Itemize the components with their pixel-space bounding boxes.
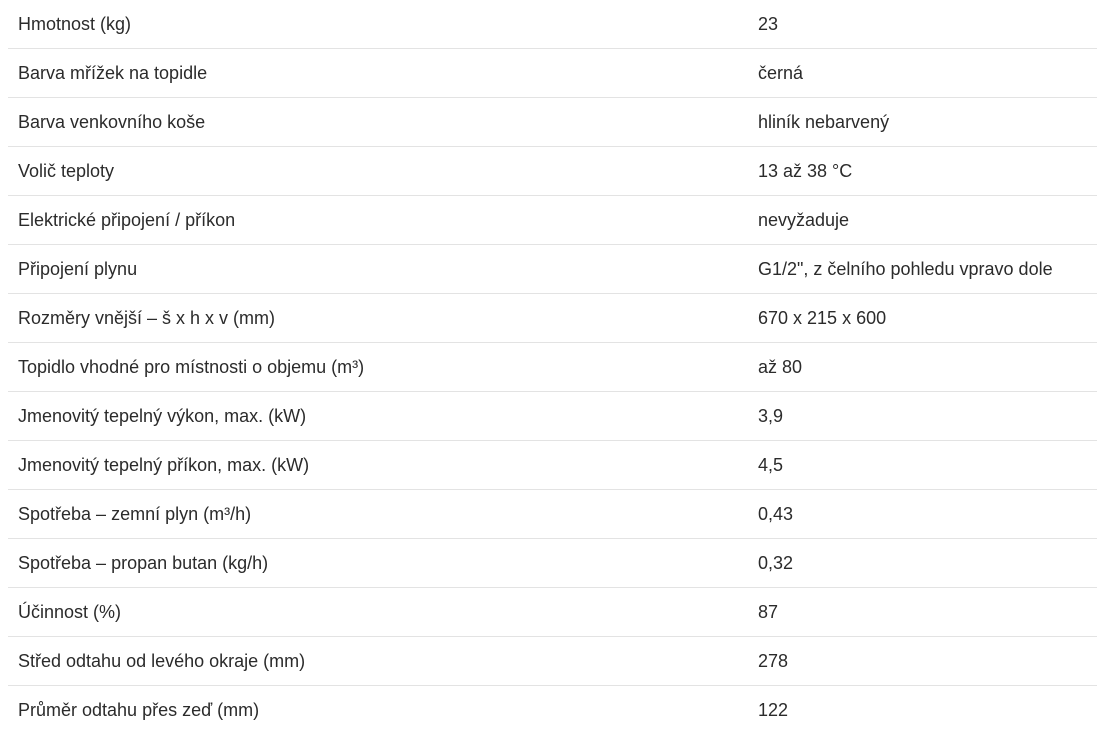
spec-value: 3,9 <box>748 392 1097 441</box>
spec-row <box>8 490 1097 539</box>
spec-value: 278 <box>748 637 1097 686</box>
spec-value: 87 <box>748 588 1097 637</box>
specifications-table <box>8 0 1097 734</box>
spec-row <box>8 343 1097 392</box>
spec-label: Volič teploty <box>8 147 748 196</box>
spec-row <box>8 441 1097 490</box>
spec-label: Spotřeba – propan butan (kg/h) <box>8 539 748 588</box>
spec-row <box>8 98 1097 147</box>
spec-label: Jmenovitý tepelný výkon, max. (kW) <box>8 392 748 441</box>
spec-value: černá <box>748 49 1097 98</box>
spec-row <box>8 49 1097 98</box>
spec-value: 4,5 <box>748 441 1097 490</box>
spec-row <box>8 294 1097 343</box>
spec-label: Jmenovitý tepelný příkon, max. (kW) <box>8 441 748 490</box>
spec-row <box>8 196 1097 245</box>
spec-row <box>8 686 1097 735</box>
spec-label: Připojení plynu <box>8 245 748 294</box>
spec-label: Topidlo vhodné pro místnosti o objemu (m³) <box>8 343 748 392</box>
spec-label: Barva mřížek na topidle <box>8 49 748 98</box>
spec-value: nevyžaduje <box>748 196 1097 245</box>
spec-value: 0,32 <box>748 539 1097 588</box>
spec-value: 23 <box>748 0 1097 49</box>
spec-label: Průměr odtahu přes zeď (mm) <box>18 700 260 720</box>
spec-value: hliník nebarvený <box>748 98 1097 147</box>
spec-label: Střed odtahu od levého okraje (mm) <box>8 637 748 686</box>
spec-row <box>8 147 1097 196</box>
spec-row <box>8 392 1097 441</box>
spec-label: Účinnost (%) <box>8 588 748 637</box>
spec-label: Elektrické připojení / příkon <box>8 196 748 245</box>
spec-value: G1/2", z čelního pohledu vpravo dole <box>748 245 1097 294</box>
spec-label: Rozměry vnější – š x h x v (mm) <box>8 294 748 343</box>
spec-row <box>8 637 1097 686</box>
spec-label: Spotřeba – zemní plyn (m³/h) <box>8 490 748 539</box>
spec-label: Hmotnost (kg) <box>8 0 748 49</box>
spec-value: 670 x 215 x 600 <box>748 294 1097 343</box>
spec-row <box>8 539 1097 588</box>
spec-row <box>8 588 1097 637</box>
spec-label: Barva venkovního koše <box>8 98 748 147</box>
spec-row <box>8 245 1097 294</box>
spec-row <box>8 0 1097 49</box>
spec-value: 122 <box>758 700 789 720</box>
spec-value: 13 až 38 °C <box>748 147 1097 196</box>
spec-value: 0,43 <box>748 490 1097 539</box>
spec-value: až 80 <box>748 343 1097 392</box>
